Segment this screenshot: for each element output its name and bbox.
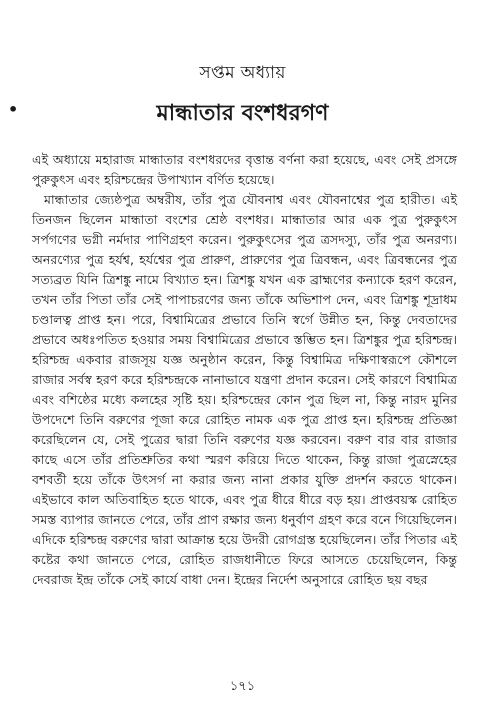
chapter-label: সপ্তম অধ্যায় <box>199 63 286 83</box>
page-number: ১৭১ <box>229 679 256 694</box>
chapter-body <box>32 150 457 590</box>
main-paragraph: মান্ধাতার জ্যেষ্ঠপুত্র অম্বরীষ, তাঁর পুত্র যৌবনাশ্ব এবং যৌবনাশ্বের পুত্র হারীত। এই তিনজন ছিলেন মান্ধাতা বংশের শ্রেষ্ঠ বংশধর। মান্ধাতার আর এক পুত্র পুরুকুৎস সর্পগণের ভগ্নী নর্মদার পাণিগ্রহণ করেন। পুরুকুৎসের পুত্র ত্রসদস্যু, তাঁর পুত্র অনরণ্য। অনরণ্যের পুত্র হর্যশ্ব, হর্যশ্বের পুত্র প্রারুণ, প্রারুণের পুত্র ত্রিবন্ধন, এবং ত্রিবন্ধনের পুত্র সত্যব্রত যিনি ত্রিশঙ্কু নামে বিখ্যাত হন। ত্রিশঙ্কু যখন এক ব্রাহ্মণের কন্যাকে হরণ করেন, তখন তাঁর পিতা তাঁর সেই পাপাচরণের জন্য তাঁকে অভিশাপ দেন, এবং ত্রিশঙ্কু শূদ্রাধম চণ্ডালত্ব প্রাপ্ত হন। পরে, বিশ্বামিত্রের প্রভাবে তিনি স্বর্গে উন্নীত হন, কিন্তু দেবতাদের প্রভাবে অধঃপতিত হওয়ার সময় বিশ্বামিত্রের প্রভাবে স্তম্ভিত হন। ত্রিশঙ্কুর পুত্র হরিশ্চন্দ্র। হরিশ্চন্দ্র একবার রাজসূয় যজ্ঞ অনুষ্ঠান করেন, কিন্তু বিশ্বামিত্র দক্ষিণাস্বরূপে কৌশলে রাজার সর্বস্ব হরণ করে হরিশ্চন্দ্রকে নানাভাবে যন্ত্রণা প্রদান করেন। সেই কারণে বিশ্বামিত্র এবং বশিষ্ঠের মধ্যে কলহের সৃষ্টি হয়। হরিশ্চন্দ্রের কোন পুত্র ছিল না, কিন্তু নারদ মুনির উপদেশে তিনি বরুণের পূজা করে রোহিত নামক এক পুত্র প্রাপ্ত হন। হরিশ্চন্দ্র প্রতিজ্ঞা করেছিলেন যে, সেই পুত্রের দ্বারা তিনি বরুণের যজ্ঞ করবেন। বরুণ বার বার রাজার কাছে এসে তাঁর প্রতিশ্রুতির কথা স্মরণ করিয়ে দিতে থাকেন, কিন্তু রাজা পুত্রস্নেহের বশবর্তী হয়ে তাঁকে উৎসর্গ না করার জন্য নানা প্রকার যুক্তি প্রদর্শন করতে থাকেন। এইভাবে কাল অতিবাহিত হতে থাকে, এবং পুত্র ধীরে ধীরে বড় হয়। প্রাপ্তবয়স্ক রোহিত সমস্ত ব্যাপার জানতে পেরে, তাঁর প্রাণ রক্ষার জন্য ধনুর্বাণ গ্রহণ করে বনে গিয়েছিলেন। এদিকে হরিশ্চন্দ্র বরুণের দ্বারা আক্রান্ত হয়ে উদরী রোগগ্রস্ত হয়েছিলেন। তাঁর পিতার এই কষ্টের কথা জানতে পেরে, রোহিত রাজধানীতে ফিরে আসতে চেয়েছিলেন, কিন্তু দেবরাজ ইন্দ্র তাঁকে সেই কার্যে বাধা দেন। ইন্দ্রের নির্দেশ অনুসারে রোহিত ছয় বছর <box>32 192 457 587</box>
chapter-title: মান্ধাতার বংশধরগণ <box>156 101 329 126</box>
summary-paragraph: এই অধ্যায়ে মহারাজ মান্ধাতার বংশধরদের বৃত্তান্ত বর্ণনা করা হয়েছে, এবং সেই প্রসঙ্গে পুরুকুৎস এবং হরিশ্চন্দ্রের উপাখ্যান বর্ণিত হয়েছে। <box>32 152 457 187</box>
margin-bullet: • <box>8 100 19 119</box>
